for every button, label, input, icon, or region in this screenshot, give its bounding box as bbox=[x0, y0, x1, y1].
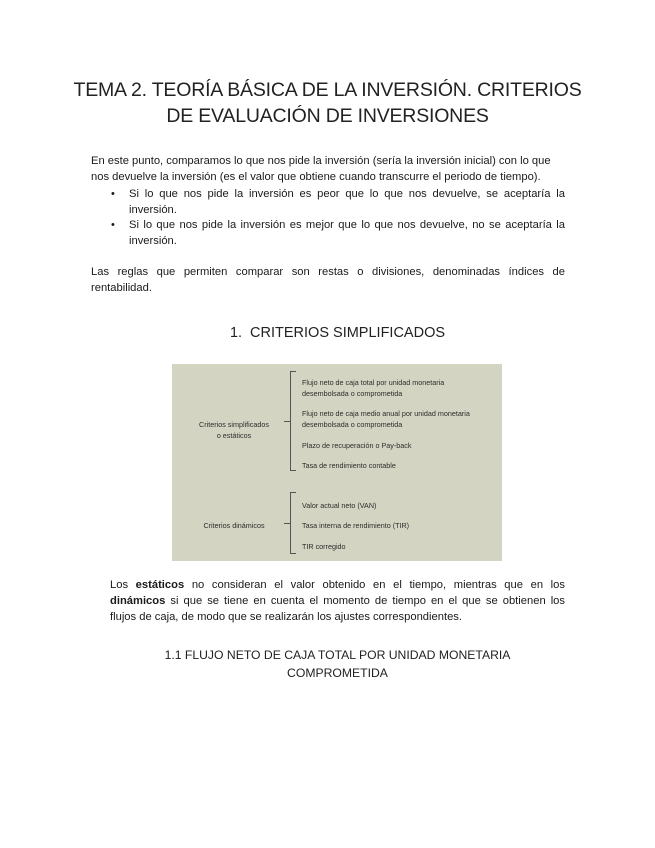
dynamic-brace bbox=[290, 492, 291, 554]
bullet-icon: • bbox=[111, 188, 115, 200]
body2-line-3: flujos de caja, de modo que se realizarán los ajustes correspondientes. bbox=[110, 611, 462, 623]
static-brace-point bbox=[284, 421, 290, 422]
dynamic-item-2: Tasa interna de rendimiento (TIR) bbox=[302, 521, 410, 530]
bullet-text: Si lo que nos pide la inversión es mejor que lo que nos devuelve, no se aceptaría la inversión. bbox=[129, 219, 565, 247]
static-item-3: Plazo de recuperación o Pay-back bbox=[302, 441, 412, 450]
dynamic-item-1: Valor actual neto (VAN) bbox=[302, 501, 377, 510]
body2-text: Los bbox=[110, 579, 136, 591]
bullet-list bbox=[110, 187, 565, 249]
static-criteria-label bbox=[189, 419, 279, 441]
dynamic-item-3: TIR corregido bbox=[302, 542, 346, 551]
list-item bbox=[110, 218, 565, 249]
static-item-1-line-1: Flujo neto de caja total por unidad monetaria bbox=[302, 378, 445, 387]
intro-paragraph bbox=[91, 154, 565, 185]
bold-term-dynamic: dinámicos bbox=[110, 595, 166, 607]
body2-text: no consideran el valor obtenido en el tiempo, mientras que en los bbox=[184, 579, 565, 591]
dynamic-criteria-label: Criterios dinámicos bbox=[203, 521, 265, 530]
static-item-2 bbox=[302, 408, 470, 430]
heading-1-1-line-1: 1.1 FLUJO NETO DE CAJA TOTAL POR UNIDAD MONETARIA bbox=[164, 648, 511, 662]
static-label-line-2: o estáticos bbox=[216, 431, 252, 440]
intro-line-2: nos devuelve la inversión (es el valor que obtiene cuando transcurre el periodo de tiempo). bbox=[91, 170, 541, 183]
title-line-1: TEMA 2. TEORÍA BÁSICA DE LA INVERSIÓN. CRITERIOS bbox=[73, 79, 582, 101]
bold-term-static: estáticos bbox=[135, 579, 185, 591]
criteria-diagram bbox=[172, 364, 502, 561]
static-brace bbox=[290, 371, 291, 471]
body2-line-1 bbox=[110, 577, 565, 593]
rules-paragraph bbox=[91, 265, 565, 296]
static-item-4: Tasa de rendimiento contable bbox=[302, 461, 396, 470]
rules-line-1: Las reglas que permiten comparar son restas o divisiones, denominadas índices de bbox=[91, 266, 565, 278]
bullet-icon: • bbox=[111, 219, 115, 231]
section-title: CRITERIOS SIMPLIFICADOS bbox=[250, 325, 446, 341]
dynamic-brace-point bbox=[284, 523, 290, 524]
static-item-1 bbox=[302, 377, 444, 399]
body2-line-2 bbox=[110, 593, 565, 609]
static-label-line-1: Criterios simplificados bbox=[199, 420, 269, 429]
static-item-2-line-1: Flujo neto de caja medio anual por unidad monetaria bbox=[302, 409, 470, 418]
section-heading-1 bbox=[60, 325, 615, 341]
list-item bbox=[110, 187, 565, 218]
static-item-1-line-2: desembolsada o comprometida bbox=[302, 389, 403, 398]
intro-line-1: En este punto, comparamos lo que nos pide la inversión (sería la inversión inicial) con lo que bbox=[91, 155, 551, 167]
rules-line-2: rentabilidad. bbox=[91, 281, 152, 294]
heading-1-1-line-2: COMPROMETIDA bbox=[287, 666, 388, 680]
section-number: 1. bbox=[229, 325, 243, 341]
title-line-2: DE EVALUACIÓN DE INVERSIONES bbox=[166, 105, 489, 127]
section-heading-1-1 bbox=[60, 646, 615, 682]
body2-text: si que se tiene en cuenta el momento de tiempo en el que se obtienen los bbox=[165, 595, 565, 607]
bullet-text: Si lo que nos pide la inversión es peor que lo que nos devuelve, se aceptaría la inversión. bbox=[129, 188, 565, 216]
static-dynamic-paragraph bbox=[110, 577, 565, 625]
static-item-2-line-2: desembolsada o comprometida bbox=[302, 420, 403, 429]
document-title bbox=[60, 77, 595, 129]
